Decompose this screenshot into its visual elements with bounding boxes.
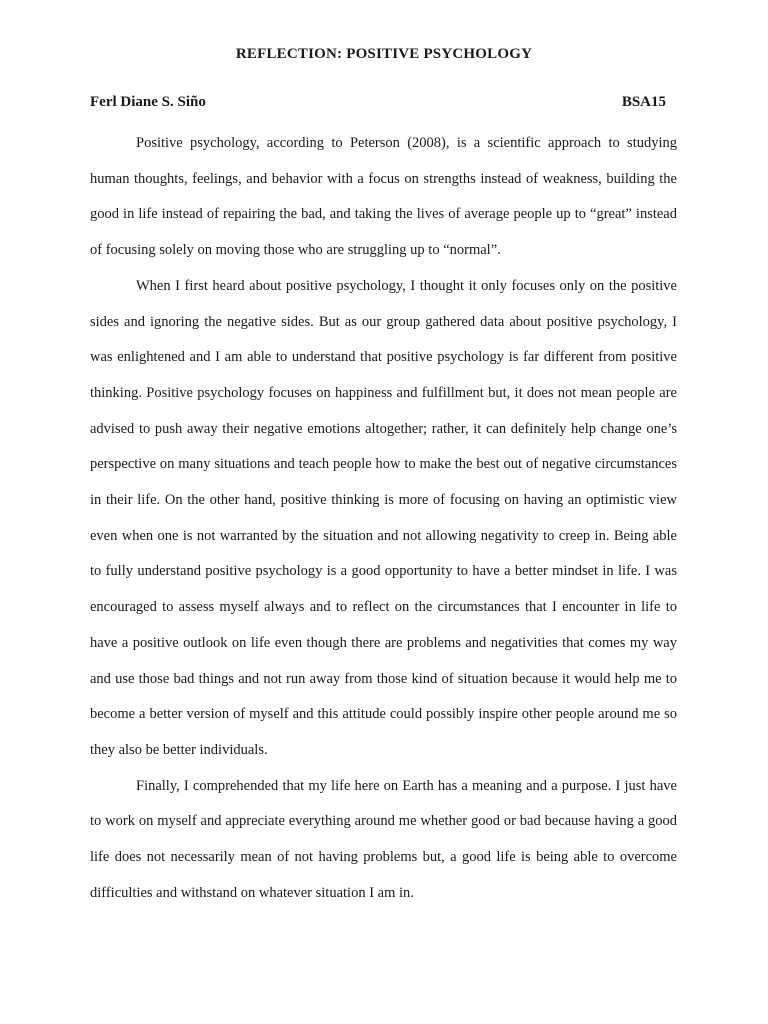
author-name: Ferl Diane S. Siño bbox=[90, 94, 206, 110]
paragraph: Finally, I comprehended that my life here on Earth has a meaning and a purpose. I just have to work on myself and appreciate everything around me whether good or bad because having a good life does not necessarily mean of not having problems but, a good life is being able to overcome difficulties and withstand on whatever situation I am in. bbox=[90, 777, 677, 901]
author-line bbox=[90, 94, 666, 111]
paragraph: When I first heard about positive psychology, I thought it only focuses only on the positive sides and ignoring the negative sides. But as our group gathered data about positive psychology, I was enlightened and I am able to understand that positive psychology is far different from positive thinking. Positive psychology focuses on happiness and fulfillment but, it does not mean people are advised to push away their negative emotions altogether; rather, it can definitely help change one’s perspective on many situations and teach people how to make the best out of negative circumstances in their life. On the other hand, positive thinking is more of focusing on having an optimistic view even when one is not warranted by the situation and not allowing negativity to creep in. Being able to fully understand positive psychology is a good opportunity to have a better mindset in life. I was encouraged to assess myself always and to reflect on the circumstances that I encounter in life to have a positive outlook on life even though there are problems and negativities that comes my way and use those bad things and not run away from those kind of situation because it would help me to become a better version of myself and this attitude could possibly inspire other people around me so they also be better individuals. bbox=[90, 277, 677, 758]
paragraph: Positive psychology, according to Peterson (2008), is a scientific approach to studying human thoughts, feelings, and behavior with a focus on strengths instead of weakness, building the good in life instead of repairing the bad, and taking the lives of average people up to “great” instead of focusing solely on moving those who are struggling up to “normal”. bbox=[90, 135, 677, 259]
body-text bbox=[90, 126, 677, 911]
document-title: REFLECTION: POSITIVE PSYCHOLOGY bbox=[235, 46, 533, 62]
section-code: BSA15 bbox=[621, 94, 666, 110]
